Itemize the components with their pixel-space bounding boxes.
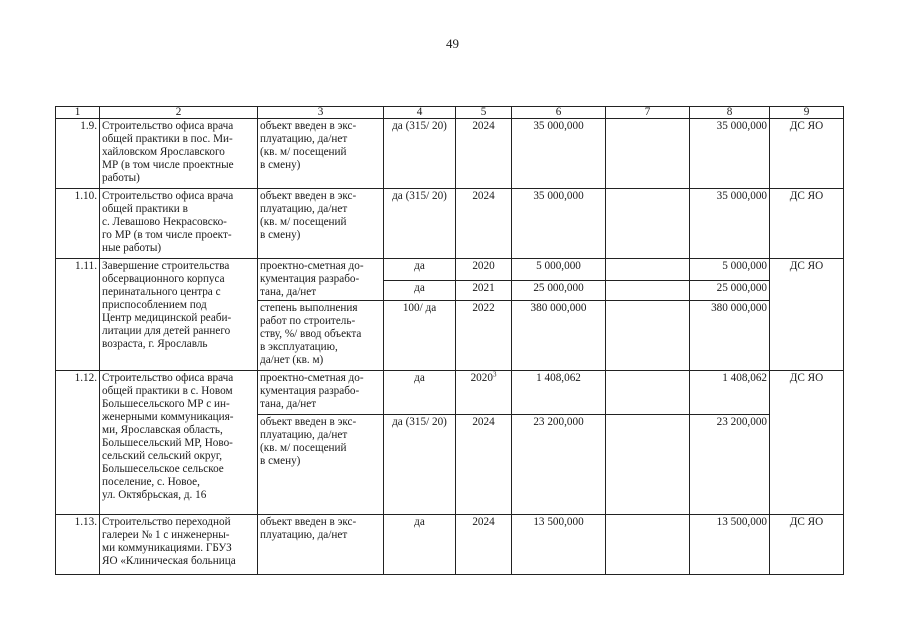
- amount-col7: [606, 301, 690, 371]
- amount-col7: [606, 119, 690, 189]
- object-name: Строительство офиса врача общей практики в с. Левашово Некрасовско- го МР (в том числе проект- ные работы): [100, 189, 258, 259]
- table-row: [56, 371, 844, 415]
- header-cell: 2: [100, 107, 258, 119]
- table-row: [56, 189, 844, 259]
- indicator-value: да: [384, 281, 456, 301]
- indicator-value: да (315/ 20): [384, 189, 456, 259]
- customer: ДС ЯО: [770, 371, 844, 515]
- indicator: объект введен в экс- плуатацию, да/нет: [258, 515, 384, 575]
- amount-col8: 23 200,000: [690, 415, 770, 515]
- indicator-value: 100/ да: [384, 301, 456, 371]
- indicator-value: да: [384, 515, 456, 575]
- table-row: [56, 119, 844, 189]
- year: 2020: [456, 259, 512, 281]
- year: 2021: [456, 281, 512, 301]
- indicator: объект введен в экс- плуатацию, да/нет (кв. м/ посещений в смену): [258, 189, 384, 259]
- year-cell: [456, 371, 512, 415]
- amount-col7: [606, 515, 690, 575]
- row-number: 1.13.: [56, 515, 100, 575]
- row-number: 1.9.: [56, 119, 100, 189]
- year: 2024: [456, 515, 512, 575]
- year: 2024: [456, 189, 512, 259]
- amount-col8: 5 000,000: [690, 259, 770, 281]
- year: 2020: [470, 372, 493, 384]
- amount-col6: 1 408,062: [512, 371, 606, 415]
- object-name: Строительство офиса врача общей практики в пос. Ми- хайловском Ярославского МР (в том числе проектные работы): [100, 119, 258, 189]
- amount-col6: 13 500,000: [512, 515, 606, 575]
- indicator: объект введен в экс- плуатацию, да/нет (кв. м/ посещений в смену): [258, 415, 384, 515]
- amount-col8: 1 408,062: [690, 371, 770, 415]
- header-cell: 3: [258, 107, 384, 119]
- indicator-value: да: [384, 371, 456, 415]
- table-row: [56, 515, 844, 575]
- customer: ДС ЯО: [770, 515, 844, 575]
- amount-col7: [606, 415, 690, 515]
- object-name: Строительство переходной галереи № 1 с инженерны- ми коммуникациями. ГБУЗ ЯО «Клиническая больница: [100, 515, 258, 575]
- footnote-mark: 3: [492, 370, 497, 379]
- amount-col7: [606, 189, 690, 259]
- header-cell: 5: [456, 107, 512, 119]
- indicator: степень выполнения работ по строитель- ству, %/ ввод объекта в эксплуатацию, да/нет (кв. м): [258, 301, 384, 371]
- header-row: [56, 107, 844, 119]
- indicator-value: да: [384, 259, 456, 281]
- customer: ДС ЯО: [770, 189, 844, 259]
- page-number: 49: [446, 36, 459, 51]
- amount-col6: 25 000,000: [512, 281, 606, 301]
- program-table: [55, 106, 844, 575]
- header-cell: 9: [770, 107, 844, 119]
- amount-col7: [606, 281, 690, 301]
- year: 2022: [456, 301, 512, 371]
- year: 2024: [456, 415, 512, 515]
- row-number: 1.11.: [56, 259, 100, 371]
- header-cell: 1: [56, 107, 100, 119]
- amount-col7: [606, 259, 690, 281]
- amount-col8: 35 000,000: [690, 119, 770, 189]
- amount-col8: 25 000,000: [690, 281, 770, 301]
- indicator: объект введен в экс- плуатацию, да/нет (кв. м/ посещений в смену): [258, 119, 384, 189]
- amount-col8: 13 500,000: [690, 515, 770, 575]
- object-name: Завершение строительства обсервационного корпуса перинатального центра с приспособлением под Центр медицинской реаби- литации для детей раннего возраста, г. Ярославль: [100, 259, 258, 371]
- customer: ДС ЯО: [770, 119, 844, 189]
- row-number: 1.10.: [56, 189, 100, 259]
- amount-col6: 35 000,000: [512, 119, 606, 189]
- year: 2024: [456, 119, 512, 189]
- customer: ДС ЯО: [770, 259, 844, 371]
- indicator: проектно-сметная до- кументация разрабо- тана, да/нет: [258, 371, 384, 415]
- header-cell: 8: [690, 107, 770, 119]
- row-number: 1.12.: [56, 371, 100, 515]
- header-cell: 7: [606, 107, 690, 119]
- amount-col8: 380 000,000: [690, 301, 770, 371]
- indicator-value: да (315/ 20): [384, 415, 456, 515]
- indicator-value: да (315/ 20): [384, 119, 456, 189]
- indicator: проектно-сметная до- кументация разрабо- тана, да/нет: [258, 259, 384, 301]
- amount-col6: 5 000,000: [512, 259, 606, 281]
- amount-col6: 35 000,000: [512, 189, 606, 259]
- header-cell: 6: [512, 107, 606, 119]
- object-name: Строительство офиса врача общей практики в с. Новом Большесельского МР с ин- женерными коммуникация- ми, Ярославская область, Большесельский МР, Ново- сельский сельский округ, Большесельское сельское поселение, с. Новое, ул. Октябрьская, д. 16: [100, 371, 258, 515]
- amount-col8: 35 000,000: [690, 189, 770, 259]
- header-cell: 4: [384, 107, 456, 119]
- amount-col7: [606, 371, 690, 415]
- amount-col6: 380 000,000: [512, 301, 606, 371]
- table-row: [56, 259, 844, 281]
- amount-col6: 23 200,000: [512, 415, 606, 515]
